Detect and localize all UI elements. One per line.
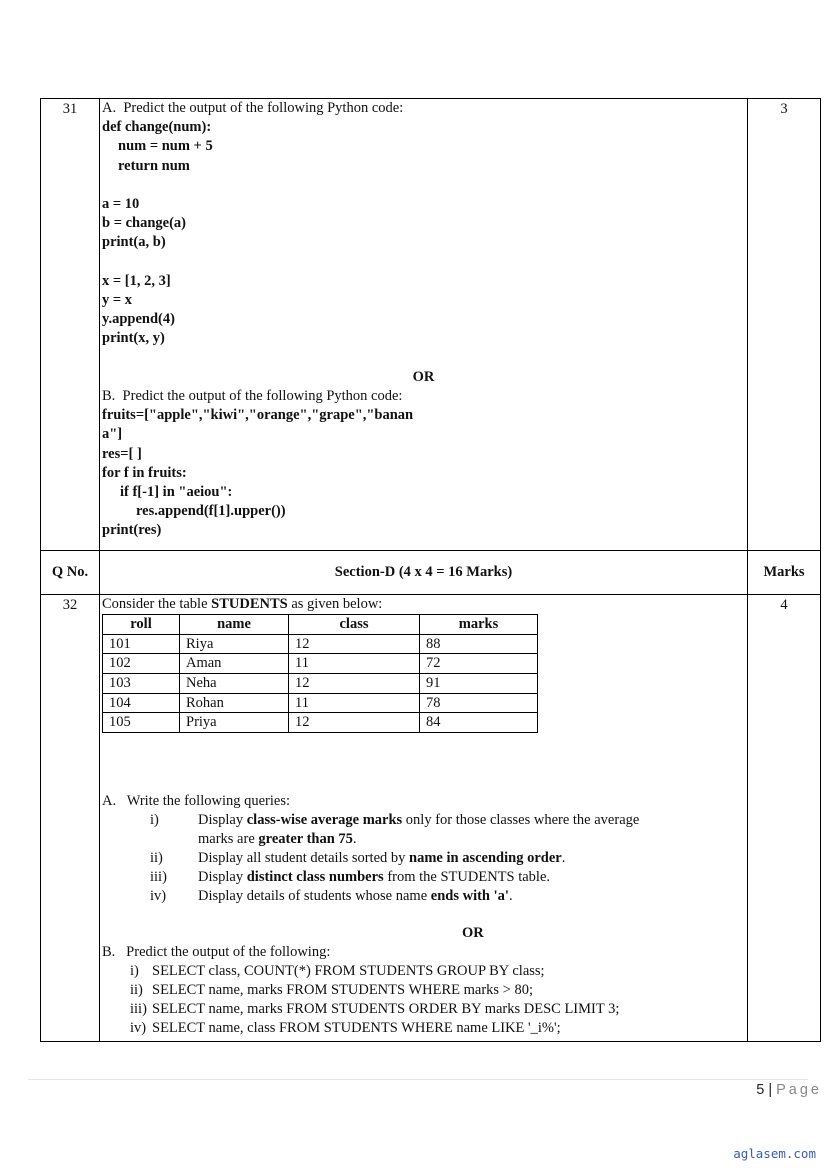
marks-header: Marks <box>748 551 821 595</box>
table-intro: Consider the table STUDENTS as given below: <box>102 596 383 612</box>
code-line: num = num + 5 <box>118 138 213 155</box>
code-line <box>102 253 745 272</box>
query-item: ii) Display all student details sorted by name in ascending order. <box>150 849 566 866</box>
code-line: x = [1, 2, 3] <box>102 272 171 289</box>
code-line: res.append(f[1].upper()) <box>136 503 286 520</box>
code-line: b = change(a) <box>102 215 186 232</box>
predict-item: iv) SELECT name, class FROM STUDENTS WHERE name LIKE '_i%'; <box>130 1020 561 1037</box>
table-row: 103 Neha 12 91 <box>103 673 538 693</box>
question-body <box>100 99 748 551</box>
code-line: a = 10 <box>102 196 140 213</box>
option-a-prompt: A. Write the following queries: <box>102 792 291 809</box>
code-line: print(x, y) <box>102 330 165 347</box>
section-title: Section-D (4 x 4 = 16 Marks) <box>100 551 748 595</box>
column-header: marks <box>420 615 538 635</box>
predict-item: i) SELECT class, COUNT(*) FROM STUDENTS GROUP BY class; <box>130 963 545 980</box>
column-header: name <box>180 615 289 635</box>
option-b-prompt: B. Predict the output of the following: <box>102 944 331 961</box>
question-number: 31 <box>62 101 78 117</box>
watermark-brand: aglasem.com <box>733 1146 816 1161</box>
question-row-32 <box>41 595 821 1042</box>
code-line: res=[ ] <box>102 445 142 462</box>
predict-item: ii) SELECT name, marks FROM STUDENTS WHERE marks > 80; <box>130 982 534 999</box>
option-b-prompt: B. Predict the output of the following Python code: <box>102 388 403 405</box>
code-line: for f in fruits: <box>102 464 187 481</box>
question-table <box>40 98 821 1042</box>
students-table <box>102 614 538 733</box>
marks-value: 4 <box>780 597 788 613</box>
column-header: roll <box>103 615 180 635</box>
code-line: a"] <box>102 426 123 443</box>
code-line: y = x <box>102 292 133 309</box>
question-row-31 <box>41 99 821 551</box>
qno-header: Q No. <box>41 551 100 595</box>
code-line: return num <box>118 157 190 174</box>
table-row: 102 Aman 11 72 <box>103 654 538 674</box>
question-number-cell <box>41 595 100 1042</box>
question-number: 32 <box>62 597 78 613</box>
code-line: if f[-1] in "aeiou": <box>120 484 233 501</box>
section-header-row <box>41 551 821 595</box>
table-row: 105 Priya 12 84 <box>103 713 538 733</box>
marks-cell <box>748 99 821 551</box>
code-line: print(res) <box>102 522 162 539</box>
code-line: y.append(4) <box>102 311 175 328</box>
predict-item: iii) SELECT name, marks FROM STUDENTS ORDER BY marks DESC LIMIT 3; <box>130 1001 620 1018</box>
table-row: 101 Riya 12 88 <box>103 634 538 654</box>
or-divider: OR <box>412 368 435 385</box>
table-header-row <box>103 615 538 635</box>
code-line: fruits=["apple","kiwi","orange","grape","banan <box>102 407 414 424</box>
query-item: iii) Display distinct class numbers from the STUDENTS table. <box>150 868 551 885</box>
query-item: iv) Display details of students whose name ends with 'a'. <box>150 887 513 904</box>
table-row: 104 Rohan 11 78 <box>103 693 538 713</box>
footer-divider <box>28 1079 808 1080</box>
marks-cell <box>748 595 821 1042</box>
column-header: class <box>289 615 420 635</box>
page-number: 5 | Page <box>756 1082 822 1098</box>
code-line: print(a, b) <box>102 234 166 251</box>
question-body <box>100 595 748 1042</box>
option-a-prompt: A. Predict the output of the following Python code: <box>102 100 404 116</box>
query-item: i) Display class-wise average marks only for those classes where the average marks are greater than 75. <box>150 811 640 847</box>
question-number-cell <box>41 99 100 551</box>
code-line <box>102 176 745 195</box>
code-line: def change(num): <box>102 119 212 136</box>
marks-value: 3 <box>780 101 788 117</box>
or-divider: OR <box>462 924 484 941</box>
